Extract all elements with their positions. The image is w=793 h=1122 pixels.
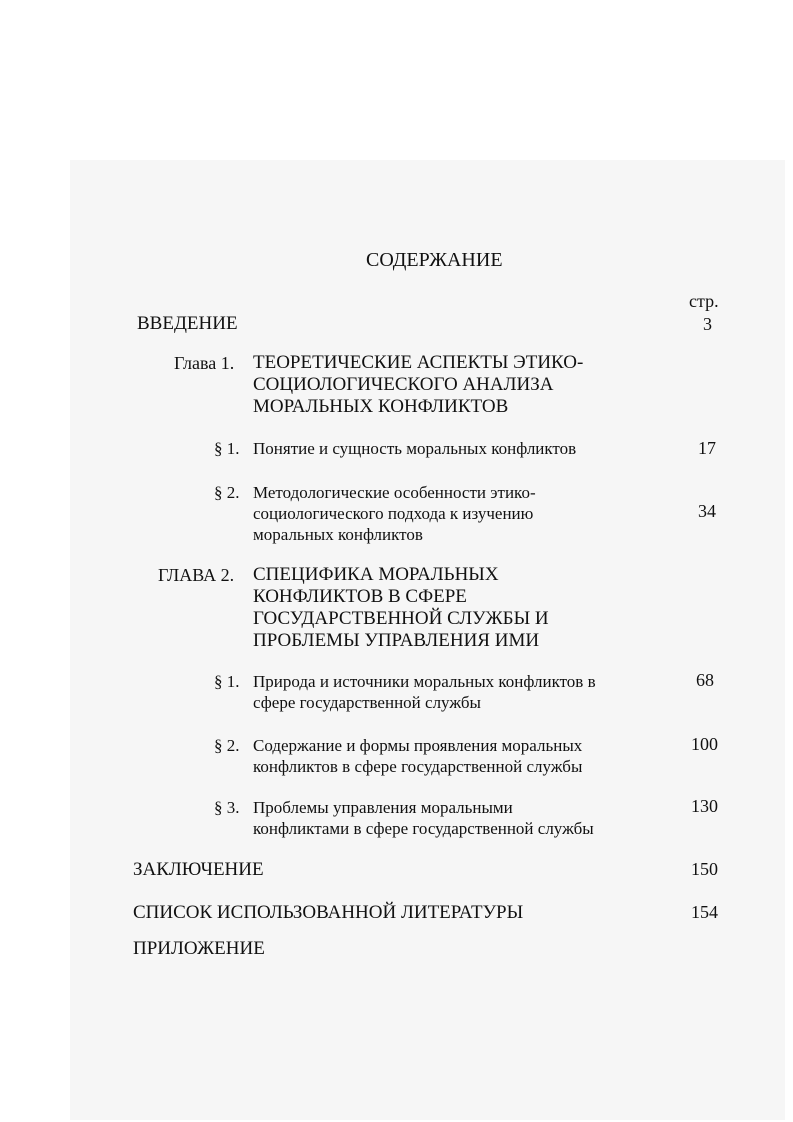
- ch2-sec1-title-line-1: Природа и источники моральных конфликтов в: [253, 672, 596, 691]
- ch2-sec3-title-line-2: конфликтами в сфере государственной службы: [253, 819, 594, 838]
- chapter1-title-line-1: ТЕОРЕТИЧЕСКИЕ АСПЕКТЫ ЭТИКО-: [253, 352, 584, 373]
- ch1-sec2-label: § 2.: [214, 483, 240, 502]
- toc-conclusion-label: ЗАКЛЮЧЕНИЕ: [133, 859, 264, 880]
- ch2-sec3-title-line-1: Проблемы управления моральными: [253, 798, 513, 817]
- chapter1-title-line-3: МОРАЛЬНЫХ КОНФЛИКТОВ: [253, 396, 509, 417]
- ch1-sec2-title-line-2: социологического подхода к изучению: [253, 504, 534, 523]
- ch2-sec2-title-line-2: конфликтов в сфере государственной службы: [253, 757, 583, 776]
- page-title: СОДЕРЖАНИЕ: [366, 249, 503, 271]
- toc-bibliography-label: СПИСОК ИСПОЛЬЗОВАННОЙ ЛИТЕРАТУРЫ: [133, 902, 524, 923]
- chapter2-title-line-1: СПЕЦИФИКА МОРАЛЬНЫХ: [253, 564, 499, 585]
- toc-bibliography-page: 154: [691, 902, 718, 922]
- ch1-sec1-title-line-1: Понятие и сущность моральных конфликтов: [253, 439, 577, 458]
- chapter2-title-line-2: КОНФЛИКТОВ В СФЕРЕ: [253, 586, 467, 607]
- ch2-sec2-title-line-1: Содержание и формы проявления моральных: [253, 736, 583, 755]
- chapter2-title-line-3: ГОСУДАРСТВЕННОЙ СЛУЖБЫ И: [253, 608, 549, 629]
- chapter2-title-line-4: ПРОБЛЕМЫ УПРАВЛЕНИЯ ИМИ: [253, 630, 540, 651]
- ch2-sec3-page: 130: [691, 796, 718, 816]
- chapter2-label: ГЛАВА 2.: [158, 565, 235, 585]
- ch2-sec1-title-line-2: сфере государственной службы: [253, 693, 481, 712]
- ch2-sec2-page: 100: [691, 734, 718, 754]
- toc-intro-page: 3: [703, 314, 712, 334]
- ch2-sec1-label: § 1.: [214, 672, 240, 691]
- chapter1-label: Глава 1.: [174, 353, 235, 373]
- ch1-sec2-title-line-3: моральных конфликтов: [253, 525, 423, 544]
- ch1-sec1-label: § 1.: [214, 439, 240, 458]
- page-column-label: стр.: [689, 291, 719, 311]
- chapter1-title-line-2: СОЦИОЛОГИЧЕСКОГО АНАЛИЗА: [253, 374, 554, 395]
- toc-conclusion-page: 150: [691, 859, 718, 879]
- ch2-sec2-label: § 2.: [214, 736, 240, 755]
- ch2-sec3-label: § 3.: [214, 798, 240, 817]
- ch1-sec2-page: 34: [698, 501, 716, 521]
- ch2-sec1-page: 68: [696, 670, 714, 690]
- ch1-sec1-page: 17: [698, 438, 716, 458]
- toc-appendix-label: ПРИЛОЖЕНИЕ: [133, 938, 265, 959]
- ch1-sec2-title-line-1: Методологические особенности этико-: [253, 483, 536, 502]
- toc-intro-label: ВВЕДЕНИЕ: [137, 313, 238, 334]
